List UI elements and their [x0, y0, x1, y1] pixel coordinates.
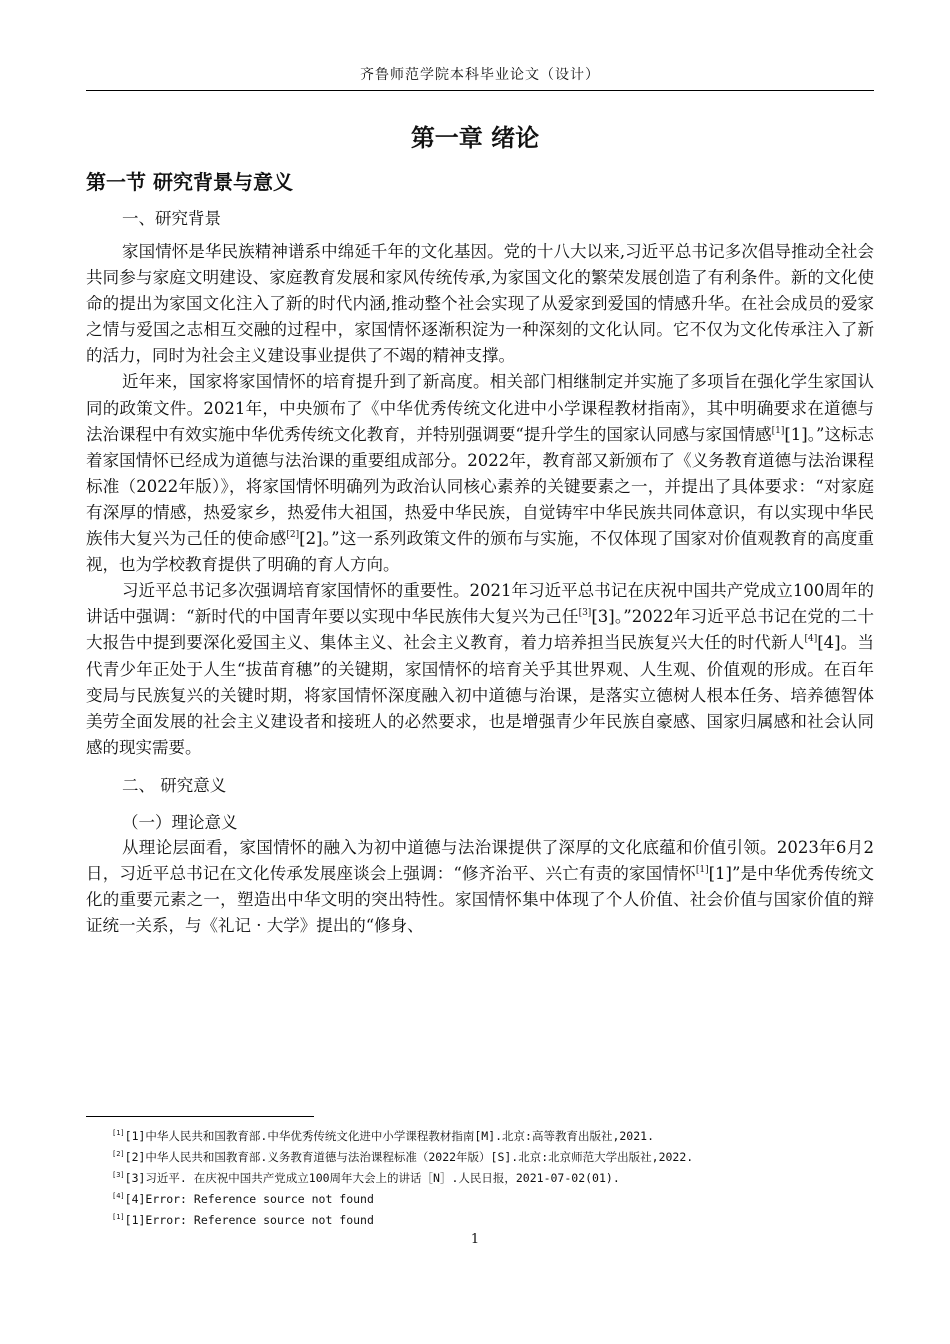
- subhead-research-background: 一、研究背景: [122, 209, 221, 228]
- footnote-ref-2[interactable]: [2]: [286, 530, 300, 541]
- subhead-theoretical-significance: （一）理论意义: [122, 812, 238, 832]
- footnote-item: [112, 1147, 693, 1168]
- footnote-text: [2]中华人民共和国教育部.义务教育道德与法治课程标准（2022年版）[S].北京:北京师范大学出版社,2022.: [124, 1150, 694, 1164]
- footnote-ref-3[interactable]: [3]: [578, 608, 592, 619]
- footnote-item: [112, 1210, 693, 1231]
- footnote-mark: [1]: [112, 1129, 125, 1137]
- footnote-mark: [4]: [112, 1192, 125, 1200]
- footnote-text: [4]Error: Reference source not found: [124, 1192, 374, 1206]
- paragraph-3-text-c: [4]。当代青少年正处于人生“拔苗育穗”的关键期，家国情怀的培育关乎其世界观、人生观、价值观的形成。在百年变局与民族复兴的关键时期，将家国情怀深度融入初中道德与治课，是落实立德树人根本任务、培养德智体美劳全面发展的社会主义建设者和接班人的必然要求，也是增强青少年民族自豪感、国家归属感和社会认同感的现实需要。: [86, 633, 875, 757]
- body-content: [86, 206, 874, 939]
- paragraph-4-text-b: [1]”是中华优秀传统文化的重要元素之一，塑造出中华文明的突出特性。家国情怀集中体现了个人价值、社会价值与国家价值的辩证统一关系，与《礼记 · 大学》提出的“修身、: [86, 863, 875, 936]
- paragraph-2-text-c: [2]。”这一系列政策文件的颁布与实施，不仅体现了国家对价值观教育的高度重视，也为学校教育提供了明确的育人方向。: [86, 529, 875, 575]
- paragraph-2: [86, 369, 874, 578]
- paragraph-4: [86, 835, 874, 939]
- footnote-item: [112, 1189, 693, 1210]
- footnotes: [112, 1126, 693, 1231]
- footnote-text: [1]Error: Reference source not found: [124, 1213, 374, 1227]
- footnote-mark: [3]: [112, 1171, 125, 1179]
- footnote-mark: [2]: [112, 1150, 125, 1158]
- paragraph-3-text-a: 习近平总书记多次强调培育家国情怀的重要性。2021年习近平总书记在庆祝中国共产党成立100周年的讲话中强调：“新时代的中国青年要以实现中华民族伟大复兴为己任: [86, 581, 874, 627]
- footnote-ref-1[interactable]: [1]: [771, 425, 785, 436]
- page-number: 1: [470, 1232, 480, 1247]
- paragraph-4-text-a: 从理论层面看，家国情怀的融入为初中道德与法治课提供了深厚的文化底蕴和价值引领。2023年6月2日，习近平总书记在文化传承发展座谈会上强调：“修齐治平、兴亡有责的家国情怀: [86, 837, 874, 883]
- paragraph-3: [86, 578, 874, 761]
- footnote-text: [1]中华人民共和国教育部.中华优秀传统文化进中小学课程教材指南[M].北京:高等教育出版社,2021.: [124, 1129, 655, 1143]
- section-title: 第一节 研究背景与意义: [86, 170, 293, 194]
- page-header: 齐鲁师范学院本科毕业论文（设计）: [86, 64, 874, 91]
- chapter-title: 第一章 绪论: [410, 124, 540, 152]
- paragraph-1: [86, 239, 874, 369]
- paragraph-1-text: 家国情怀是华民族精神谱系中绵延千年的文化基因。党的十八大以来,习近平总书记多次倡导推动全社会共同参与家庭文明建设、家庭教育发展和家风传统传承,为家国文化的繁荣发展创造了有利条件。新的文化使命的提出为家国文化注入了新的时代内涵,推动整个社会实现了从爱家到爱国的情感升华。在社会成员的爱家之情与爱国之志相互交融的过程中，家国情怀逐渐积淀为一种深刻的文化认同。它不仅为文化传承注入了新的活力，同时为社会主义建设事业提供了不竭的精神支撑。: [86, 242, 874, 366]
- paragraph-2-text-b: [1]。”这标志着家国情怀已经成为道德与法治课的重要组成部分。2022年，教育部又新颁布了《义务教育道德与法治课程标准（2022年版）》，将家国情怀明确列为政治认同核心素养的关键要素之一，并提出了具体要求：“对家庭有深厚的情感，热爱家乡，热爱伟大祖国，热爱中华民族，自觉铸牢中华民族共同体意识，有以实现中华民族伟大复兴为己任的使命感: [86, 424, 874, 549]
- subhead-research-significance: 二、 研究意义: [122, 775, 227, 795]
- paragraph-3-text-b: [3]。”2022年习近平总书记在党的二十大报告中提到要深化爱国主义、集体主义、社会主义教育，着力培养担当民族复兴大任的时代新人: [86, 607, 874, 653]
- footnote-separator: [86, 1116, 314, 1117]
- footnote-text: [3]习近平. 在庆祝中国共产党成立100周年大会上的讲话［N］.人民日报，2021-07-02(01).: [124, 1171, 620, 1185]
- footnote-mark: [1]: [112, 1213, 125, 1221]
- footnote-ref-5[interactable]: [1]: [695, 864, 709, 875]
- paragraph-2-text-a: 近年来，国家将家国情怀的培育提升到了新高度。相关部门相继制定并实施了多项旨在强化学生家国认同的政策文件。2021年，中央颁布了《中华优秀传统文化进中小学课程教材指南》，其中明确要求在道德与法治课程中有效实施中华优秀传统文化教育，并特别强调要“提升学生的国家认同感与家国情感: [86, 372, 874, 444]
- footnote-item: [112, 1126, 693, 1147]
- footnote-ref-4[interactable]: [4]: [804, 634, 818, 645]
- footnote-item: [112, 1168, 693, 1189]
